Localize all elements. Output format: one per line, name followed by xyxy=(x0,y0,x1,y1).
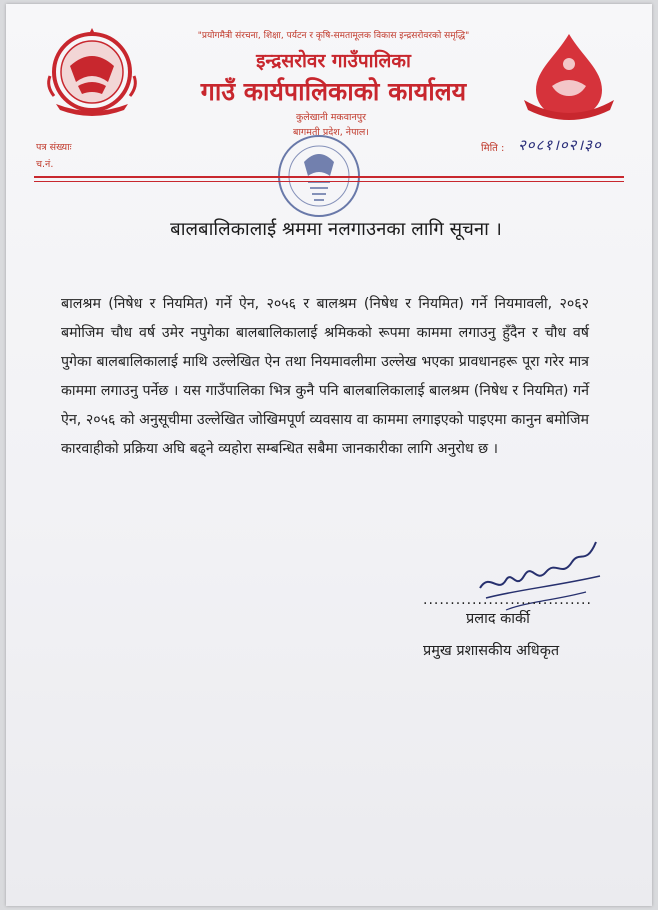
signatory-name: प्रलाद कार्की xyxy=(466,611,530,627)
address-line-1: कुलेखानी मकवानपुर xyxy=(296,112,366,123)
notice-title: बालबालिकालाई श्रममा नलगाउनका लागि सूचना । xyxy=(170,219,502,240)
office-title: गाउँ कार्यपालिकाको कार्यालय xyxy=(200,77,467,106)
organization-name: इन्द्रसरोवर गाउँपालिका xyxy=(256,50,411,72)
letterhead-divider-thin xyxy=(34,181,624,182)
date-value: २०८१।०२।३० xyxy=(518,136,602,154)
dispatch-number-label: च.नं. xyxy=(36,159,54,170)
notice-body: बालश्रम (निषेध र नियमित) गर्ने ऐन, २०५६ र बालश्रम (निषेध र नियमित) गर्ने नियमावली, २०६२ बमोजिम चौध वर्ष उमेर नपुगेका बालबालिकालाई श्रमिकको रूपमा काममा लगाउनु हुँदैन र चौध वर्ष पुगेका बालबालिकालाई माथि उल्लेखित ऐन तथा नियमावलीमा उल्लेख भएका प्रावधानहरू पूरा गरेर मात्र काममा लगाउनु पर्नेछ । यस गाउँपालिका भित्र कुनै पनि बालबालिकालाई बालश्रम (निषेध र नियमित) गर्ने ऐन, २०५६ को अनुसूचीमा उल्लेखित जोखिमपूर्ण व्यवसाय वा काममा लगाइएको पाइएमा कानुन बमोजिम कारवाहीको प्रक्रिया अघि बढ्ने व्यहोरा सम्बन्धित सबैमा जानकारीका लागि अनुरोध छ । xyxy=(61,296,589,457)
letterhead-divider xyxy=(34,176,624,178)
signature-line: ............................... xyxy=(423,592,592,608)
address-line-2: बागमती प्रदेश, नेपाल। xyxy=(293,127,369,138)
municipality-logo-icon xyxy=(520,30,618,122)
letterhead-motto: "प्रयोगमैत्री संरचना, शिक्षा, पर्यटन र कृषि-समतामूलक विकास इन्द्रसरोवरको समृद्धि" xyxy=(197,31,470,41)
date-label: मिति : xyxy=(481,143,505,154)
reference-number-label: पत्र संख्याः xyxy=(36,142,72,153)
notice-document xyxy=(6,4,652,906)
signatory-title: प्रमुख प्रशासकीय अधिकृत xyxy=(423,643,560,659)
government-emblem-icon xyxy=(42,26,142,116)
